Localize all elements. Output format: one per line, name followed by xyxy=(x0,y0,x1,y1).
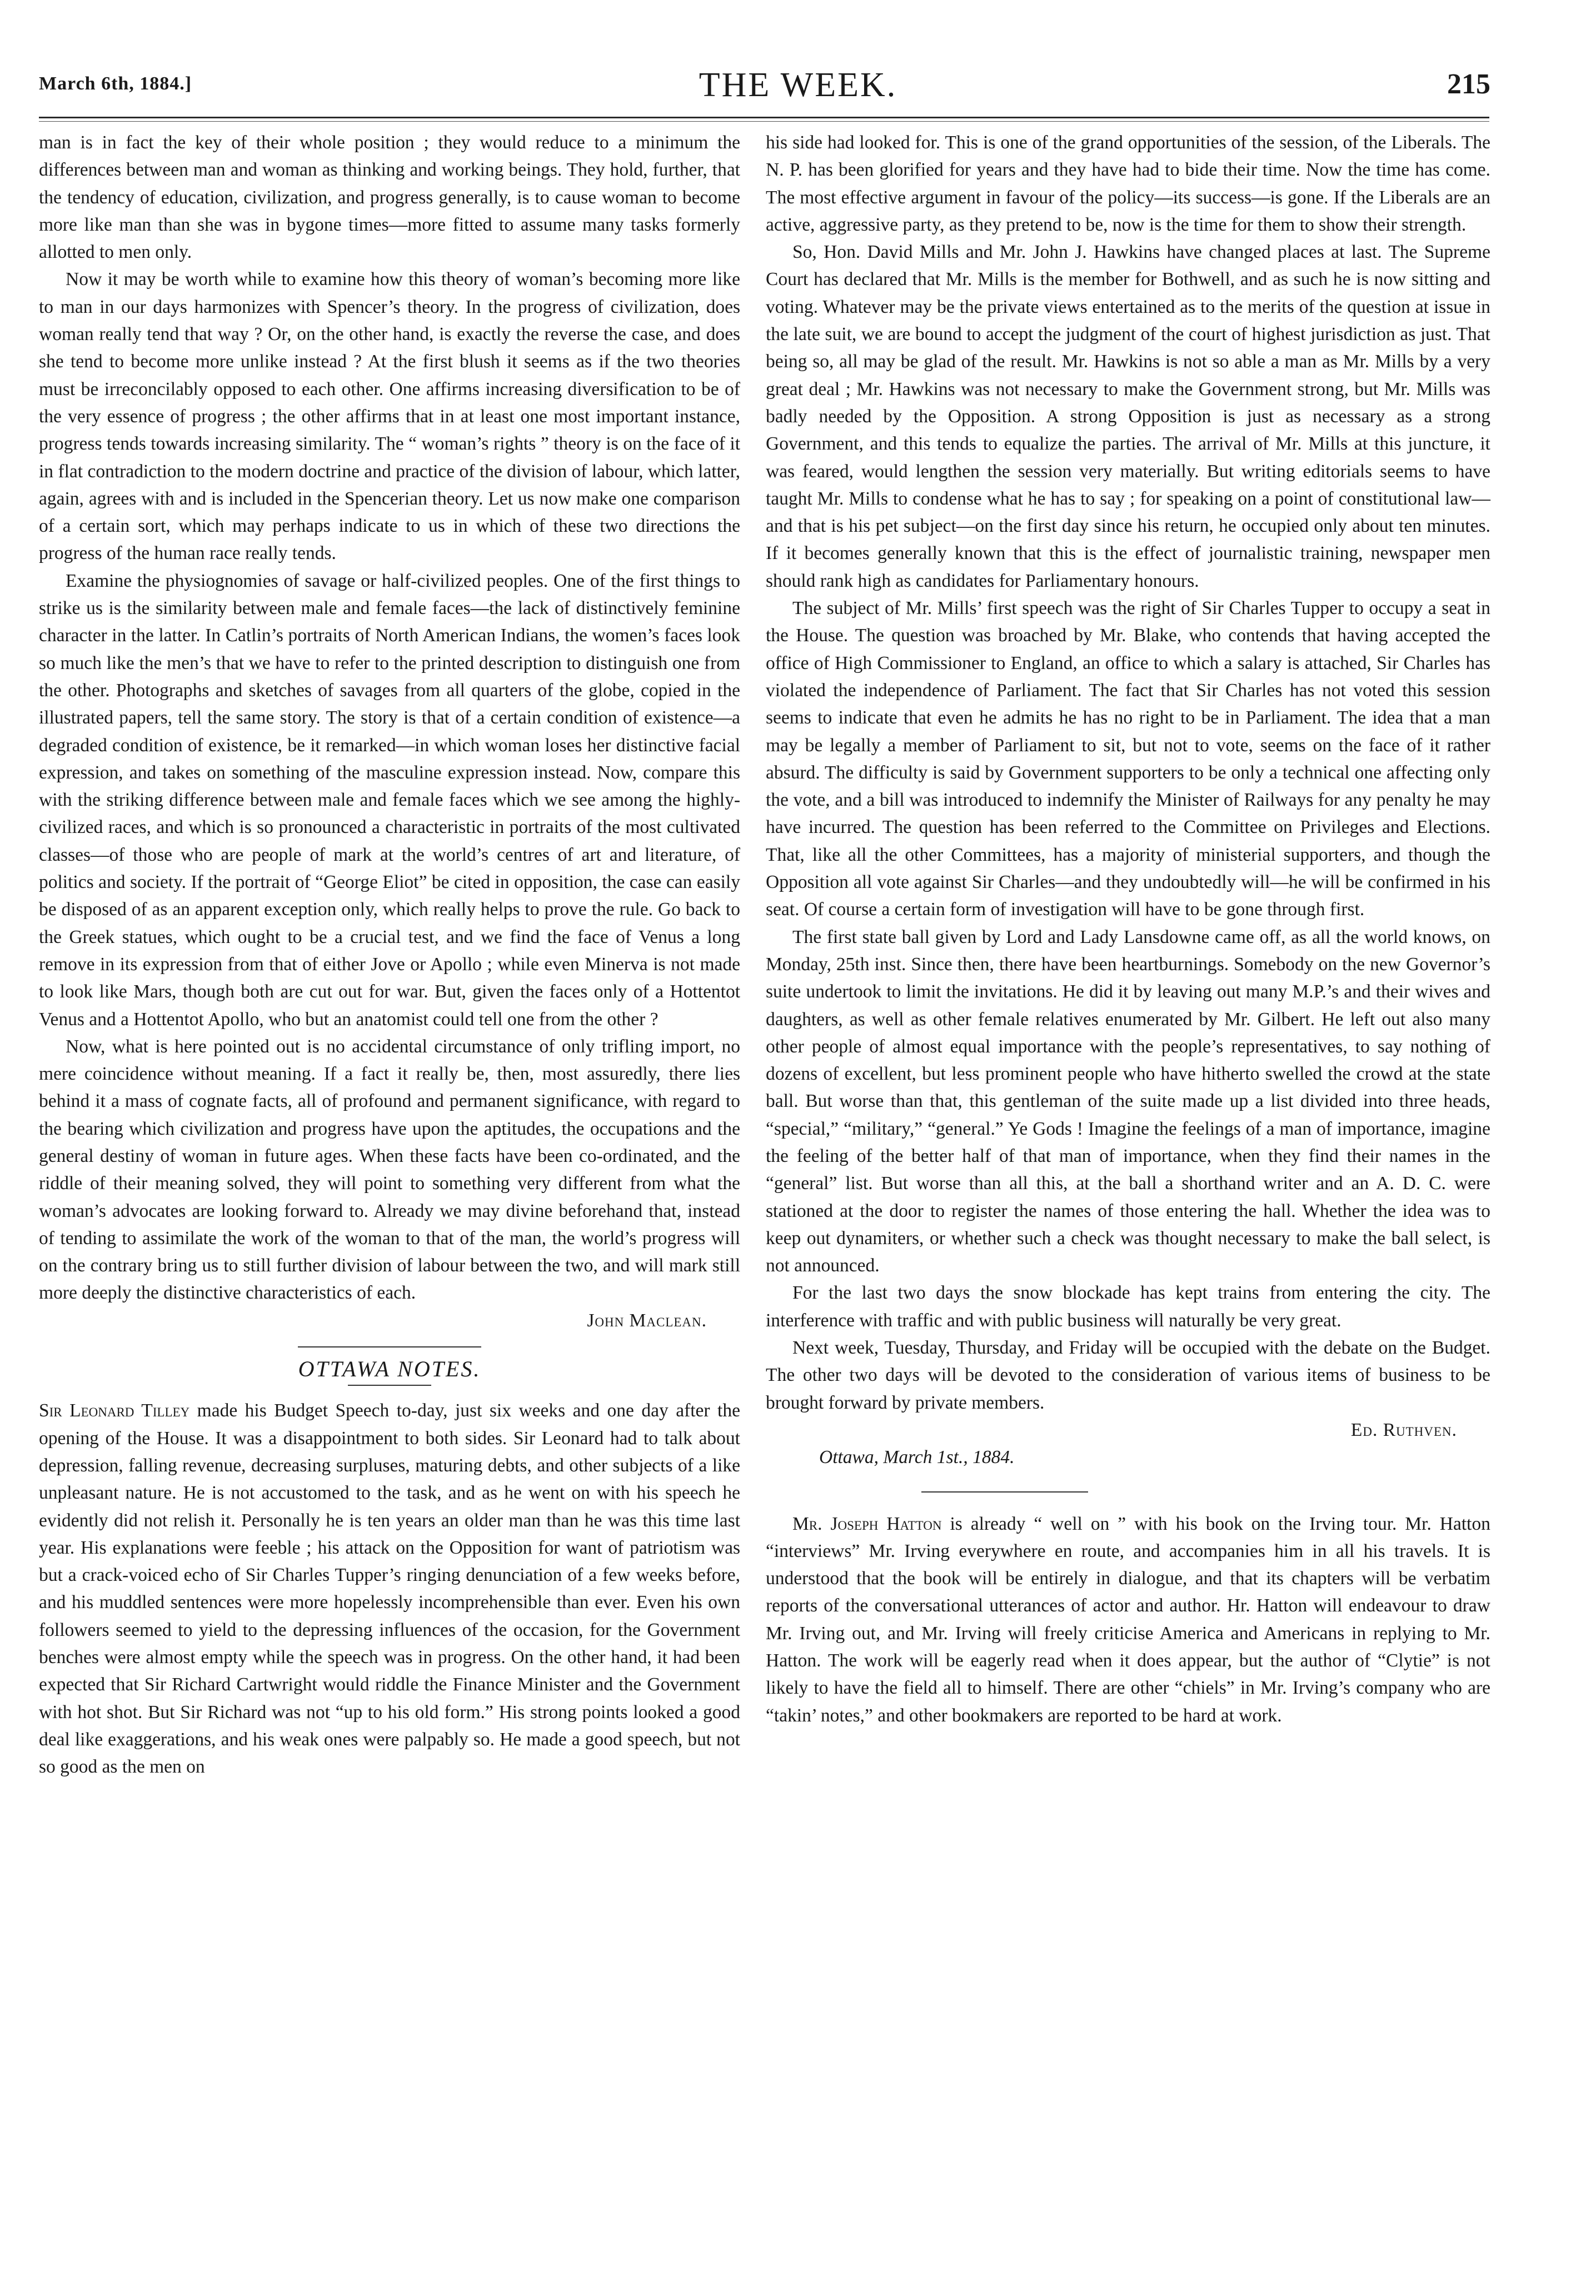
section-divider xyxy=(298,1346,481,1347)
author-signature: John Maclean. xyxy=(587,1310,707,1331)
header-rule xyxy=(39,117,1489,118)
section-heading: OTTAWA NOTES. xyxy=(298,1356,481,1382)
header-rule-thin xyxy=(39,121,1489,122)
article-paragraph: man is in fact the key of their whole position ; they would reduce to a minimum the differences between man and woman as thinking and working beings. They hold, further, that the tendency of education, civilization, and progress generally, is to cause woman to become more like man than she was in bygone times—more fitted to assume many tasks formerly allotted to men only. xyxy=(39,132,740,263)
article-paragraph: his side had looked for. This is one of the grand opportunities of the session, of the Liberals. The N. P. has been glorified for years and they have had to bide their time. Now the time has come. The most effective argument in favour of the policy—its success—is gone. If the Liberals are an active, aggressive party, as they pretend to be, now is the time for them to show their strength. xyxy=(766,132,1490,235)
paragraph-body: is already “ well on ” with his book on the Irving tour. Mr. Hatton “interviews” Mr. Irving everywhere en route, and accompanies him in all his travels. It is understood that the book will be entirely in dialogue, and that its chapters will be verbatim reports of the conversational utterances of actor and author. Hr. Hatton will endeavour to draw Mr. Irving out, and Mr. Irving will freely criticise America and Americans in replying to Mr. Hatton. The work will be eagerly read when it does appear, but the author of “Clytie” is not likely to have the field all to himself. There are other “chiels” in Mr. Irving’s company who are “takin’ notes,” and other bookmakers are reported to be hard at work. xyxy=(766,1513,1490,1726)
heading-underline xyxy=(348,1385,431,1386)
article-paragraph: Next week, Tuesday, Thursday, and Friday will be occupied with the debate on the Budget. The other two days will be devoted to the consideration of various items of business to be brought forward by private members. xyxy=(766,1337,1490,1413)
article-paragraph: Now it may be worth while to examine how this theory of woman’s becoming more like to man in our days harmonizes with Spencer’s theory. In the progress of civilization, does woman really tend that way ? Or, on the other hand, is exactly the reverse the case, and does she tend to become more unlike instead ? At the first blush it seems as if the two theories must be irreconcilably opposed to each other. One affirms increasing diversification to be of the very essence of progress ; the other affirms that in at least one most important instance, progress tends towards increasing similarity. The “ woman’s rights ” theory is on the face of it in flat contradiction to the modern doctrine and practice of the division of labour, which latter, again, agrees with and is included in the Spencerian theory. Let us now make one comparison of a certain sort, which may perhaps indicate to us in which of these two directions the progress of the human race really tends. xyxy=(39,269,740,564)
right-column xyxy=(766,129,1490,1729)
article-paragraph xyxy=(39,1397,740,1780)
author-signature: Ed. Ruthven. xyxy=(1350,1419,1457,1440)
issue-date: March 6th, 1884.] xyxy=(39,73,192,94)
article-paragraph: Now, what is here pointed out is no accidental circumstance of only trifling import, no mere coincidence without meaning. If a fact it really be, then, most assuredly, there lies behind it a mass of cognate facts, all of profound and permanent significance, with regard to the bearing which civilization and progress have upon the aptitudes, the occupations and the general destiny of woman in future ages. When these facts have been co-ordinated, and the riddle of their meaning solved, they will point to something very different from what the woman’s advocates are looking forward to. Already we may divine beforehand that, instead of tending to assimilate the work of the woman to that of the man, the world’s progress will on the contrary bring us to still further division of labour between the two, and will mark still more deeply the distinctive characteristics of each. xyxy=(39,1036,740,1304)
lead-in: Mr. Joseph Hatton xyxy=(792,1513,942,1534)
article-paragraph: Examine the physiognomies of savage or half-civilized peoples. One of the first things to strike us is the similarity between male and female faces—the lack of distinctively feminine character in the latter. In Catlin’s portraits of North American Indians, the women’s faces look so much like the men’s that we have to refer to the printed description to distinguish one from the other. Photographs and sketches of savages from all quarters of the globe, copied in the illustrated papers, tell the same story. The story is that of a certain condition of existence—a degraded condition of existence, be it remarked—in which woman loses her distinctive facial expression, and takes on something of the masculine expression instead. Now, compare this with the striking difference between male and female faces which we see among the highly-civilized races, and which is so pronounced a characteristic in portraits of the most cultivated classes—of those who are people of mark at the world’s centres of art and literature, of politics and society. If the portrait of “George Eliot” be cited in opposition, the case can easily be disposed of as an apparent exception only, which really helps to prove the rule. Go back to the Greek statues, which ought to be a crucial test, and we find the face of Venus a long remove in its expression from that of either Jove or Apollo ; while even Minerva is not made to look like Mars, though both are cut out for war. But, given the faces only of a Hottentot Venus and a Hottentot Apollo, who but an anatomist could tell one from the other ? xyxy=(39,570,740,1030)
article-paragraph: So, Hon. David Mills and Mr. John J. Hawkins have changed places at last. The Supreme Court has declared that Mr. Mills is the member for Bothwell, and as such he is now sitting and voting. Whatever may be the private views entertained as to the merits of the question at issue in the late suit, we are bound to accept the judgment of the court of highest jurisdiction as just. That being so, all may be glad of the result. Mr. Hawkins is not so able a man as Mr. Mills by a very great deal ; Mr. Hawkins was not necessary to make the Government strong, but Mr. Mills was badly needed by the Opposition. A strong Opposition is just as necessary as a strong Government, and this tends to equalize the parties. The arrival of Mr. Mills at this juncture, it was feared, would lengthen the session very materially. But writing editorials seems to have taught Mr. Mills to condense what he has to say ; for speaking on a point of constitutional law—and that is his pet subject—on the first day since his return, he occupied only about ten minutes. If it becomes generally known that this is the effect of journalistic training, newspaper men should rank high as candidates for Parliamentary honours. xyxy=(766,242,1490,591)
article-paragraph xyxy=(766,1510,1490,1729)
article-paragraph: The subject of Mr. Mills’ first speech was the right of Sir Charles Tupper to occupy a seat in the House. The question was broached by Mr. Blake, who contends that having accepted the office of High Commissioner to England, an office to which a salary is attached, Sir Charles has violated the independence of Parliament. The fact that Sir Charles has not voted this session seems to indicate that even he admits he has no right to be in Parliament. The idea that a man may be legally a member of Parliament to sit, but not to vote, seems on the face of it rather absurd. The difficulty is said by Government supporters to be only a technical one affecting only the vote, and a bill was introduced to indemnify the Minister of Railways for any penalty he may have incurred. The question has been referred to the Committee on Privileges and Elections. That, like all the other Committees, has a majority of ministerial supporters, and though the Opposition all vote against Sir Charles—and they undoubtedly will—he will be confirmed in his seat. Of course a certain form of investigation will have to be gone through first. xyxy=(766,598,1490,920)
article-paragraph: For the last two days the snow blockade has kept trains from entering the city. The interference with traffic and with public business will naturally be very great. xyxy=(766,1282,1490,1331)
page-number: 215 xyxy=(1447,68,1490,100)
masthead-title: THE WEEK. xyxy=(699,66,897,104)
lead-in: Sir Leonard Tilley xyxy=(39,1400,190,1421)
paragraph-body: made his Budget Speech to-day, just six weeks and one day after the opening of the House. It was a disappointment to both sides. Sir Leonard had to talk about depression, falling revenue, decreasing surpluses, maturing debts, and other subjects of a like unpleasant nature. He is not accustomed to the task, and as he went on with his speech he evidently did not relish it. Personally he is ten years an older man than he was this time last year. His explanations were feeble ; his attack on the Opposition for want of patriotism was but a crack-voiced echo of Sir Charles Tupper’s ringing denunciation of a few weeks before, and his muddled sentences were more hopelessly incomprehensible than ever. Even his own followers seemed to yield to the depressing influences of the occasion, for the Government benches were almost empty while the speech was in progress. On the other hand, it had been expected that Sir Richard Cartwright would riddle the Finance Minister and the Government with hot shot. But Sir Richard was not “up to his old form.” His strong points looked a good deal like exaggerations, and his weak ones were palpably so. He made a good speech, but not so good as the men on xyxy=(39,1400,740,1778)
section-divider xyxy=(921,1491,1088,1493)
article-paragraph: The first state ball given by Lord and Lady Lansdowne came off, as all the world knows, on Monday, 25th inst. Since then, there have been heartburnings. Somebody on the new Governor’s suite undertook to limit the invitations. He did it by leaving out many M.P.’s and their wives and daughters, as well as other female relatives enumerated by Mr. Gilbert. He left out also many other people of almost equal importance with the people’s representatives, to say nothing of dozens of excellent, but less prominent people who have hitherto swelled the crowd at the state ball. But worse than that, this gentleman of the suite made up a list divided into three heads, “special,” “military,” “general.” Ye Gods ! Imagine the feelings of a man of importance, imagine the feeling of the better half of that man of importance, when they find their names in the “general” list. But worse than all this, at the ball a shorthand writer and an A. D. C. were stationed at the door to register the names of those entering the hall. Whether the idea was to keep out dynamiters, or whether such a check was thought necessary to make the ball select, is not announced. xyxy=(766,926,1490,1276)
left-column xyxy=(39,129,740,1781)
dateline: Ottawa, March 1st., 1884. xyxy=(819,1447,1015,1468)
